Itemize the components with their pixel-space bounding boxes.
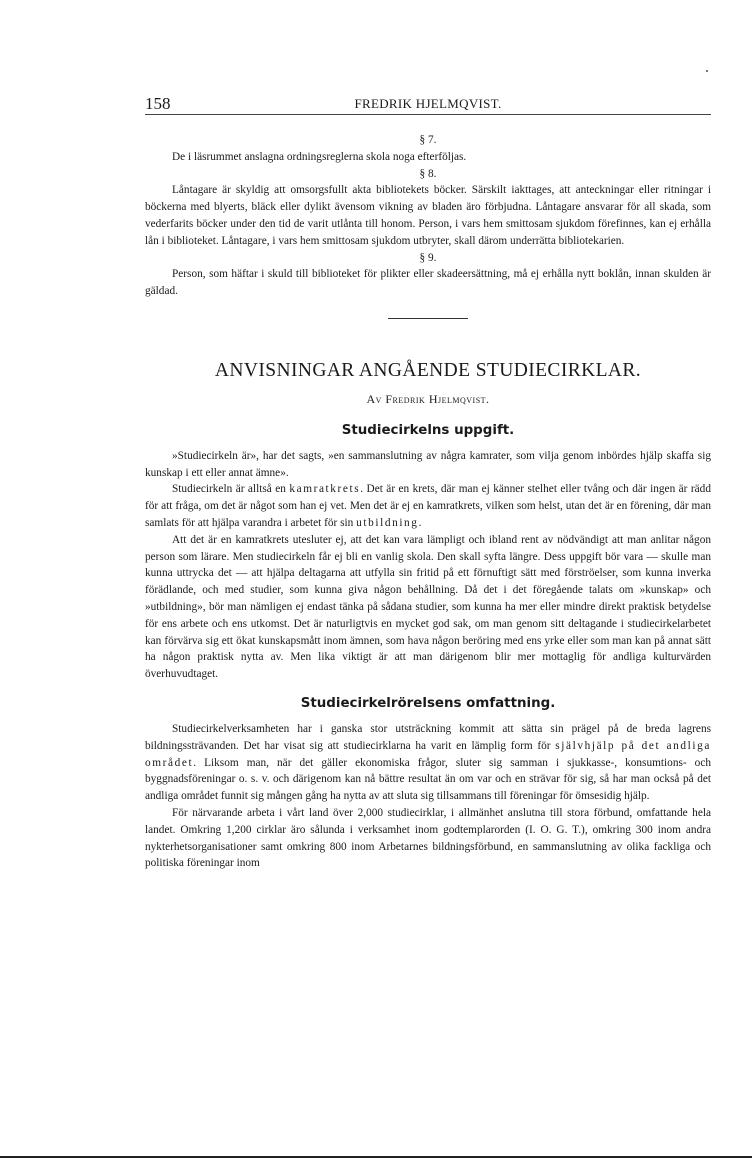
paragraph: »Studiecirkeln är», har det sagts, »en sammanslutning av några kamrater, som vilja genom inbördes hjälp skaffa sig kunskap i ett eller annat ämne». <box>145 449 711 479</box>
emphasis-kamratkrets: kamratkrets <box>289 483 361 496</box>
paragraph-text: . Det är en krets, där man ej känner stelhet eller tvång och där ingen är rädd för att fråga, om det är något som han ej vet. Men det är ej en kamratkrets, vilken som helst, utan det är en förening, där man samlats för att hjälpa varandra i arbetet för sin <box>145 483 711 529</box>
paragraph-text: . Liksom man, när det gäller ekonomiska frågor, sluter sig samman i sjukkasse-, konsumtions- och byggnadsföreningar o. s. v. och därigenom kan nå bättre resultat än om var och en strävar för sig, så har man också på det andliga området funnit sig mången gång ha nytta av att sluta sig tillsammans till föreningar för ömsesidig hjälp. <box>145 756 711 803</box>
margin-mark <box>706 70 708 72</box>
paragraph <box>145 721 711 805</box>
emphasis-sjalvhjalp: självhjälp på det andliga området <box>145 739 711 769</box>
paragraph <box>145 481 711 531</box>
rule-7-text: De i läsrummet anslagna ordningsreglerna skola noga efterföljas. <box>172 150 467 163</box>
page-header <box>145 94 711 115</box>
section-number-8: § 8. <box>419 167 437 180</box>
section-heading-omfattning: Studiecirkelrörelsens omfattning. <box>300 695 556 711</box>
emphasis-utbildning: utbildning <box>356 516 419 529</box>
page-content <box>145 132 711 872</box>
rule-8-text: Låntagare är skyldig att omsorgsfullt akta bibliotekets böcker. Särskilt iakttages, att anteckningar eller ritningar i böckerna med blyerts, bläck eller dylikt ävensom vikning av bladen äro förbjudna. Låntagare ansvarar för all skada, som vederfarits böcker under den tid de varit utlånta till honom. Person, i vars hem smittosam sjukdom förefinnes, kan ej erhålla lån i biblioteket. Låntagare, i vars hem smittosam sjukdom utbryter, skall därom underrätta bibliotekarien. <box>145 184 711 247</box>
page-number: 158 <box>145 94 171 113</box>
section-number-7: § 7. <box>419 134 437 146</box>
paragraph-text: Studiecirkelverksamheten har i ganska stor utsträckning kommit att sätta sin prägel på de breda lagrens bildningssträvanden. Det har visat sig att studiecirklarna ha varit en lämplig form för <box>145 722 711 752</box>
running-title: FREDRIK HJELMQVIST. <box>354 96 502 111</box>
paragraph-text: Studiecirkeln är alltså en <box>172 483 286 496</box>
paragraph: För närvarande arbeta i vårt land över 2,000 studiecirklar, i allmänhet anslutna till stora förbund, omfattande hela landet. Omkring 1,200 cirklar äro sålunda i verksamhet inom godtemplarorden (I. O. G. T.), omkring 300 inom andra nykterhetsorganisationer samt omkring 800 inom Arbetarnes bildningsförbund, en sammanslutning av olika fackliga och politiska föreningar inom <box>145 806 711 870</box>
article-title: ANVISNINGAR ANGÅENDE STUDIECIRKLAR. <box>214 359 642 381</box>
article-byline: Av Fredrik Hjelmqvist. <box>366 391 490 406</box>
paragraph-text: . <box>418 516 422 529</box>
paragraph: Att det är en kamratkrets utesluter ej, att det kan vara lämpligt och ibland rent av nödvändigt att man anlitar någon person som lärare. Men studiecirkeln får ej bli en vanlig skola. Den skall syfta längre. Dess uppgift bör vara — skulle man kunna uttrycka det — att hjälpa deltagarna att utfylla sin fritid på ett förnuftigt sätt med förströelser, som kunna inverka förädlande, och med studier, som kunna giva någon behållning. Då det i det föregående talats om »kunskap» och »utbildning», bör man nämligen ej endast tänka på sådana studier, som kunna ha mer eller mindre direkt praktisk betydelse för ens arbete och ens utkomst. Det är naturligtvis en mycket god sak, om man genom sitt deltagande i studiecirkelarbetet kan förvärva sig ett ökat kunskapsmått inom ämnen, som hava någon beröring med ens yrke eller som man kan på annat sätt ha någon praktisk nytta av. Men lika viktigt är att man därigenom blir mer mottaglig för andliga kulturvärden överhuvudtaget. <box>145 533 711 681</box>
rule-9-text: Person, som häftar i skuld till biblioteket för plikter eller skadeersättning, må ej erhålla nytt boklån, innan skulden är gäldad. <box>145 268 711 298</box>
section-divider <box>388 318 468 319</box>
section-heading-uppgift: Studiecirkelns uppgift. <box>341 422 515 438</box>
section-number-9: § 9. <box>419 251 437 264</box>
bottom-edge-line <box>0 1156 752 1158</box>
